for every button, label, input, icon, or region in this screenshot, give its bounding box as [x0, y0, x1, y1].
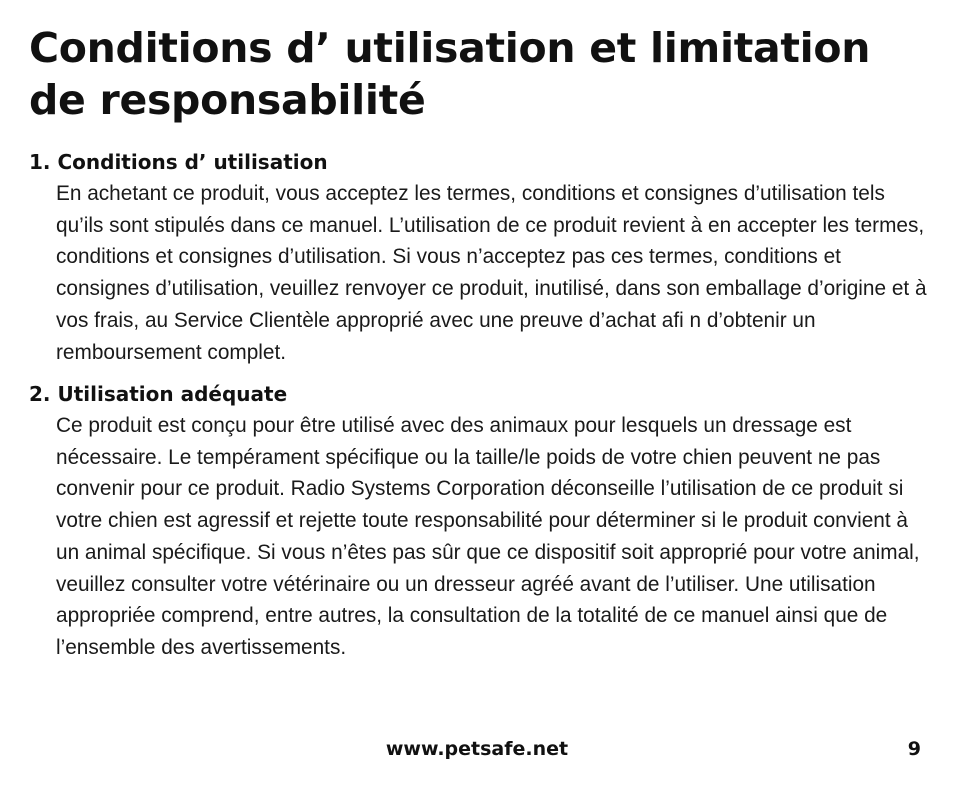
section-proper-use [29, 380, 934, 664]
section-heading: 1. Conditions d’ utilisation [29, 150, 328, 174]
footer-website-url: www.petsafe.net [385, 738, 569, 760]
page-title-line-2: de responsabilité [29, 76, 426, 124]
page-title-line-1: Conditions d’ utilisation et limitation [29, 24, 871, 72]
page-title [29, 22, 929, 126]
section-conditions-of-use [29, 148, 934, 368]
section-body: Ce produit est conçu pour être utilisé avec des animaux pour lesquels un dressage est nécessaire. Le tempérament spécifique ou la taille/le poids de votre chien peuvent ne pas convenir pour ce produit. Radio Systems Corporation déconseille l’utilisation de ce produit si votre chien est agressif et rejette toute responsabilité pour déterminer si le produit convient à un animal spécifique. Si vous n’êtes pas sûr que ce dispositif soit approprié pour votre animal, veuillez consulter votre vétérinaire ou un dresseur agréé avant de l’utiliser. Une utilisation appropriée comprend, entre autres, la consultation de la totalité de ce manuel ainsi que de l’ensemble des avertissements. [56, 414, 920, 659]
section-body: En achetant ce produit, vous acceptez les termes, conditions et consignes d’utilisation tels qu’ils sont stipulés dans ce manuel. L’utilisation de ce produit revient à en accepter les termes, conditions et consignes d’utilisation. Si vous n’acceptez pas ces termes, conditions et consignes d’utilisation, veuillez renvoyer ce produit, inutilisé, dans son emballage d’origine et à vos frais, au Service Clientèle approprié avec une preuve d’achat afi n d’obtenir un remboursement complet. [56, 182, 927, 364]
page-number: 9 [907, 738, 921, 760]
section-heading: 2. Utilisation adéquate [29, 382, 288, 406]
